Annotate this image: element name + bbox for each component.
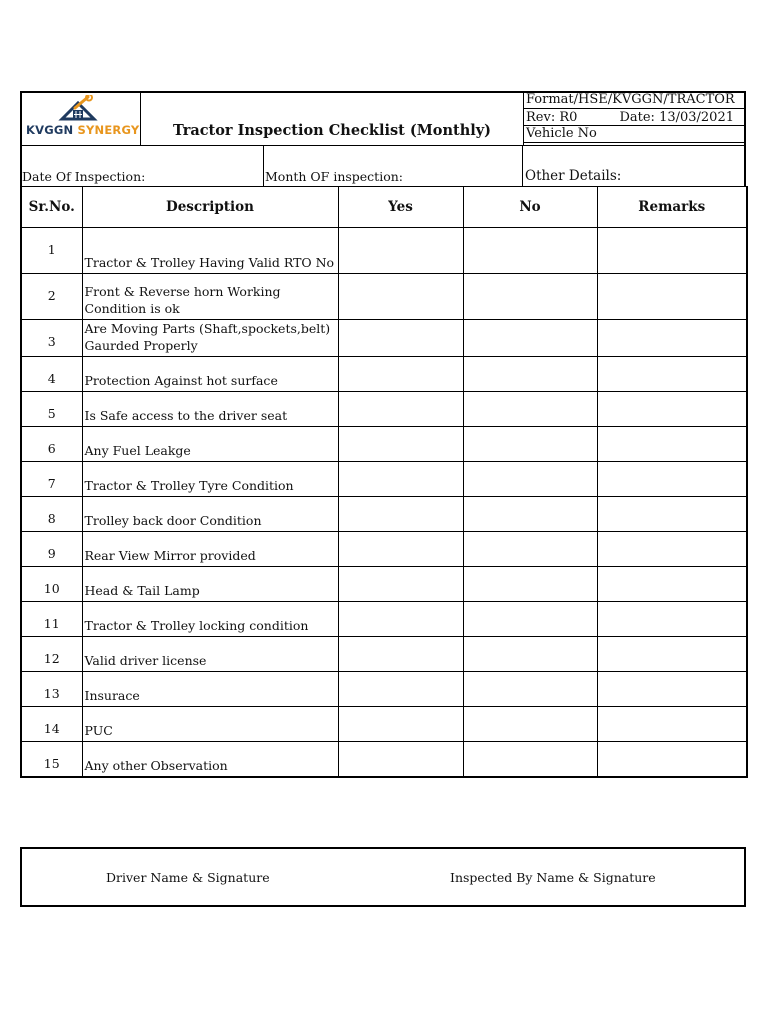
remarks-cell[interactable]: [597, 274, 747, 320]
col-header-yes: Yes: [338, 187, 463, 228]
table-header-row: [21, 187, 747, 228]
table-row: [21, 672, 747, 707]
row-serial: 8: [21, 497, 82, 532]
table-row: [21, 462, 747, 497]
yes-cell[interactable]: [338, 742, 463, 777]
remarks-cell[interactable]: [597, 427, 747, 462]
table-row: [21, 532, 747, 567]
inspector-signature-field[interactable]: Inspected By Name & Signature: [450, 870, 656, 885]
row-serial: 5: [21, 392, 82, 427]
remarks-cell[interactable]: [597, 462, 747, 497]
no-cell[interactable]: [463, 357, 597, 392]
row-description: Front & Reverse horn Working Condition is ok: [82, 274, 338, 320]
remarks-cell[interactable]: [597, 357, 747, 392]
month-of-inspection-field[interactable]: [264, 146, 523, 187]
row-serial: 9: [21, 532, 82, 567]
row-serial: 12: [21, 637, 82, 672]
inspection-checklist-table: [20, 186, 748, 778]
row-description: Are Moving Parts (Shaft,spockets,belt) Gaurded Properly: [82, 320, 338, 357]
brand-kvggn: KVGGN: [26, 123, 74, 137]
remarks-cell[interactable]: [597, 602, 747, 637]
table-row: [21, 427, 747, 462]
col-header-no: No: [463, 187, 597, 228]
yes-cell[interactable]: [338, 320, 463, 357]
row-serial: 11: [21, 602, 82, 637]
row-description: PUC: [82, 707, 338, 742]
issue-date: Date: 13/03/2021: [619, 110, 734, 125]
company-logo: [20, 93, 141, 145]
no-cell[interactable]: [463, 567, 597, 602]
no-cell[interactable]: [463, 637, 597, 672]
no-cell[interactable]: [463, 320, 597, 357]
form-header: [20, 91, 746, 145]
row-description: Tractor & Trolley Tyre Condition: [82, 462, 338, 497]
table-row: [21, 567, 747, 602]
revision: Rev: R0: [526, 110, 578, 125]
row-serial: 3: [21, 320, 82, 357]
yes-cell[interactable]: [338, 567, 463, 602]
driver-signature-field[interactable]: Driver Name & Signature: [106, 870, 270, 885]
yes-cell[interactable]: [338, 357, 463, 392]
month-of-inspection-label: Month OF inspection:: [265, 169, 403, 184]
title-cell: [141, 93, 523, 145]
row-serial: 2: [21, 274, 82, 320]
no-cell[interactable]: [463, 427, 597, 462]
format-code: Format/HSE/KVGGN/TRACTOR: [524, 91, 744, 108]
yes-cell[interactable]: [338, 637, 463, 672]
row-serial: 4: [21, 357, 82, 392]
document-meta: [523, 91, 746, 145]
row-description: Tractor & Trolley locking condition: [82, 602, 338, 637]
row-description: Is Safe access to the driver seat: [82, 392, 338, 427]
yes-cell[interactable]: [338, 274, 463, 320]
no-cell[interactable]: [463, 602, 597, 637]
row-description: Head & Tail Lamp: [82, 567, 338, 602]
row-serial: 14: [21, 707, 82, 742]
row-serial: 6: [21, 427, 82, 462]
table-row: [21, 274, 747, 320]
brand-wordmark: [26, 123, 139, 137]
yes-cell[interactable]: [338, 672, 463, 707]
table-row: [21, 602, 747, 637]
document-title: Tractor Inspection Checklist (Monthly): [172, 122, 492, 139]
row-description: Trolley back door Condition: [82, 497, 338, 532]
yes-cell[interactable]: [338, 602, 463, 637]
table-row: [21, 357, 747, 392]
table-row: [21, 742, 747, 777]
row-description: Protection Against hot surface: [82, 357, 338, 392]
yes-cell[interactable]: [338, 228, 463, 274]
other-details-label: Other Details:: [525, 168, 622, 184]
remarks-cell[interactable]: [597, 392, 747, 427]
remarks-cell[interactable]: [597, 707, 747, 742]
row-serial: 7: [21, 462, 82, 497]
table-row: [21, 392, 747, 427]
table-row: [21, 707, 747, 742]
remarks-cell[interactable]: [597, 742, 747, 777]
remarks-cell[interactable]: [597, 672, 747, 707]
remarks-cell[interactable]: [597, 228, 747, 274]
remarks-cell[interactable]: [597, 637, 747, 672]
inspection-info-row: [20, 145, 746, 187]
remarks-cell[interactable]: [597, 567, 747, 602]
no-cell[interactable]: [463, 742, 597, 777]
no-cell[interactable]: [463, 392, 597, 427]
table-row: [21, 228, 747, 274]
yes-cell[interactable]: [338, 532, 463, 567]
row-description: Any Fuel Leakge: [82, 427, 338, 462]
no-cell[interactable]: [463, 497, 597, 532]
table-row: [21, 320, 747, 357]
no-cell[interactable]: [463, 228, 597, 274]
yes-cell[interactable]: [338, 462, 463, 497]
col-header-remarks: Remarks: [597, 187, 747, 228]
date-of-inspection-field[interactable]: [22, 146, 264, 187]
vehicle-no-field[interactable]: Vehicle No: [524, 125, 744, 143]
yes-cell[interactable]: [338, 497, 463, 532]
no-cell[interactable]: [463, 274, 597, 320]
revision-row: [524, 108, 744, 126]
col-header-srno: Sr.No.: [21, 187, 82, 228]
row-serial: 1: [21, 228, 82, 274]
no-cell[interactable]: [463, 672, 597, 707]
row-description: Insurace: [82, 672, 338, 707]
row-description: Tractor & Trolley Having Valid RTO No: [82, 228, 338, 274]
row-description: Valid driver license: [82, 637, 338, 672]
house-wrench-icon: [58, 95, 98, 121]
yes-cell[interactable]: [338, 392, 463, 427]
remarks-cell[interactable]: [597, 497, 747, 532]
row-description: Any other Observation: [82, 742, 338, 777]
col-header-description: Description: [82, 187, 338, 228]
no-cell[interactable]: [463, 532, 597, 567]
table-row: [21, 497, 747, 532]
signature-block: [20, 847, 746, 907]
date-of-inspection-label: Date Of Inspection:: [22, 169, 146, 184]
no-cell[interactable]: [463, 462, 597, 497]
no-cell[interactable]: [463, 707, 597, 742]
brand-synergy: SYNERGY: [77, 123, 140, 137]
row-serial: 10: [21, 567, 82, 602]
row-serial: 13: [21, 672, 82, 707]
remarks-cell[interactable]: [597, 532, 747, 567]
remarks-cell[interactable]: [597, 320, 747, 357]
row-description: Rear View Mirror provided: [82, 532, 338, 567]
row-serial: 15: [21, 742, 82, 777]
other-details-field[interactable]: [523, 146, 744, 187]
yes-cell[interactable]: [338, 427, 463, 462]
table-row: [21, 637, 747, 672]
yes-cell[interactable]: [338, 707, 463, 742]
